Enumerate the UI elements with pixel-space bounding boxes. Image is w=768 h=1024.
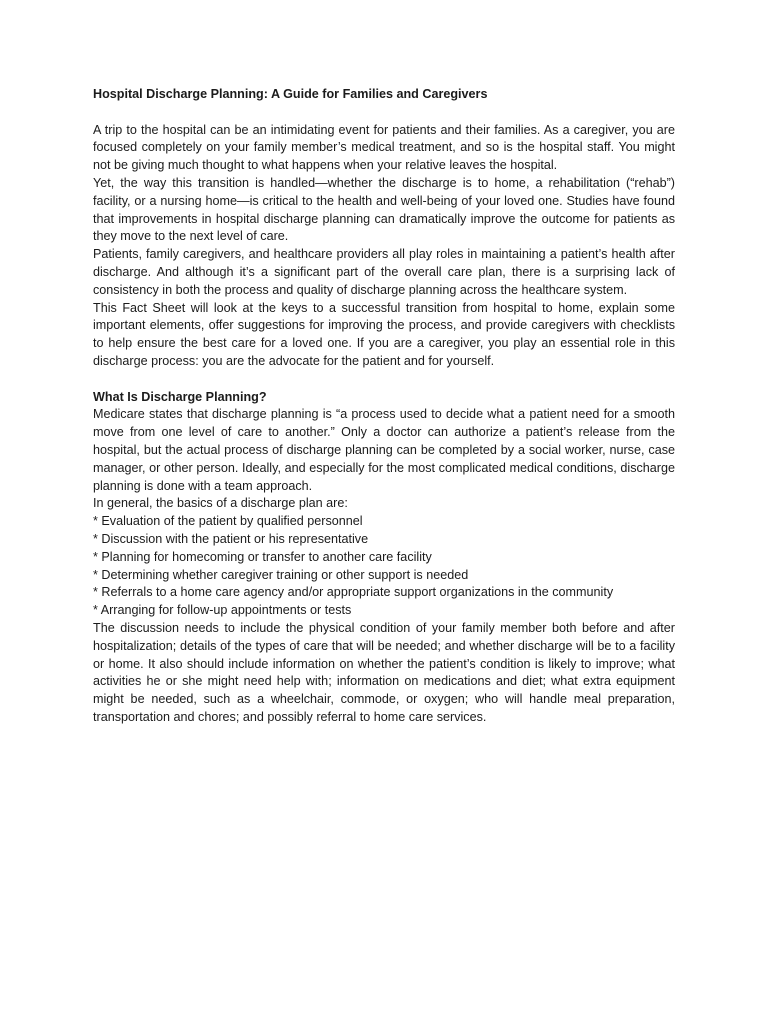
section-paragraph-1: Medicare states that discharge planning is “a process used to decide what a patient need for a smooth move from one level of care to another.” Only a doctor can authorize a patient’s release from the hospital, but the actual process of discharge planning can be completed by a social worker, nurse, case manager, or other person. Ideally, and especially for the most complicated medical conditions, discharge planning is done with a team approach. bbox=[93, 407, 675, 493]
section-spacer bbox=[93, 371, 675, 389]
list-item: * Planning for homecoming or transfer to another care facility bbox=[93, 549, 432, 564]
basics-list bbox=[93, 513, 675, 620]
intro-paragraph-3: Patients, family caregivers, and healthcare providers all play roles in maintaining a patient’s health after discharge. And although it’s a significant part of the overall care plan, there is a surprising lack of consistency in both the process and quality of discharge planning across the healthcare system. bbox=[93, 247, 675, 297]
list-item: * Arranging for follow-up appointments or tests bbox=[93, 603, 352, 618]
list-item: * Referrals to a home care agency and/or appropriate support organizations in the community bbox=[93, 585, 614, 600]
intro-paragraph-4: This Fact Sheet will look at the keys to a successful transition from hospital to home, explain some important elements, offer suggestions for improving the process, and provide caregivers with checklists to help ensure the best care for a loved one. If you are a caregiver, you play an essential role in this discharge process: you are the advocate for the patient and for yourself. bbox=[93, 300, 675, 368]
section-paragraph-2: The discussion needs to include the physical condition of your family member both before and after hospitalization; details of the types of care that will be needed; and whether discharge will be to a facility or home. It also should include information on whether the patient’s condition is likely to improve; what activities he or she might need help with; information on medications and diet; what extra equipment might be needed, such as a wheelchair, commode, or oxygen; who will handle meal preparation, transportation and chores; and possibly referral to home care services. bbox=[93, 620, 675, 724]
section-heading: What Is Discharge Planning? bbox=[93, 389, 267, 404]
basics-list-intro: In general, the basics of a discharge plan are: bbox=[93, 496, 348, 511]
list-item: * Determining whether caregiver training or other support is needed bbox=[93, 567, 469, 582]
list-item: * Discussion with the patient or his representative bbox=[93, 531, 369, 546]
document-page bbox=[93, 86, 675, 727]
document-title: Hospital Discharge Planning: A Guide for Families and Caregivers bbox=[93, 87, 488, 101]
list-item: * Evaluation of the patient by qualified personnel bbox=[93, 514, 363, 529]
intro-paragraph-1: A trip to the hospital can be an intimidating event for patients and their families. As a caregiver, you are focused completely on your family member’s medical treatment, and so is the hospital staff. You might not be giving much thought to what happens when your relative leaves the hospital. bbox=[93, 122, 675, 173]
intro-paragraph-2: Yet, the way this transition is handled—whether the discharge is to home, a rehabilitation (“rehab”) facility, or a nursing home—is critical to the health and well-being of your loved one. Studies have found that improvements in hospital discharge planning can dramatically improve the outcome for patients as they move to the next level of care. bbox=[93, 175, 675, 244]
